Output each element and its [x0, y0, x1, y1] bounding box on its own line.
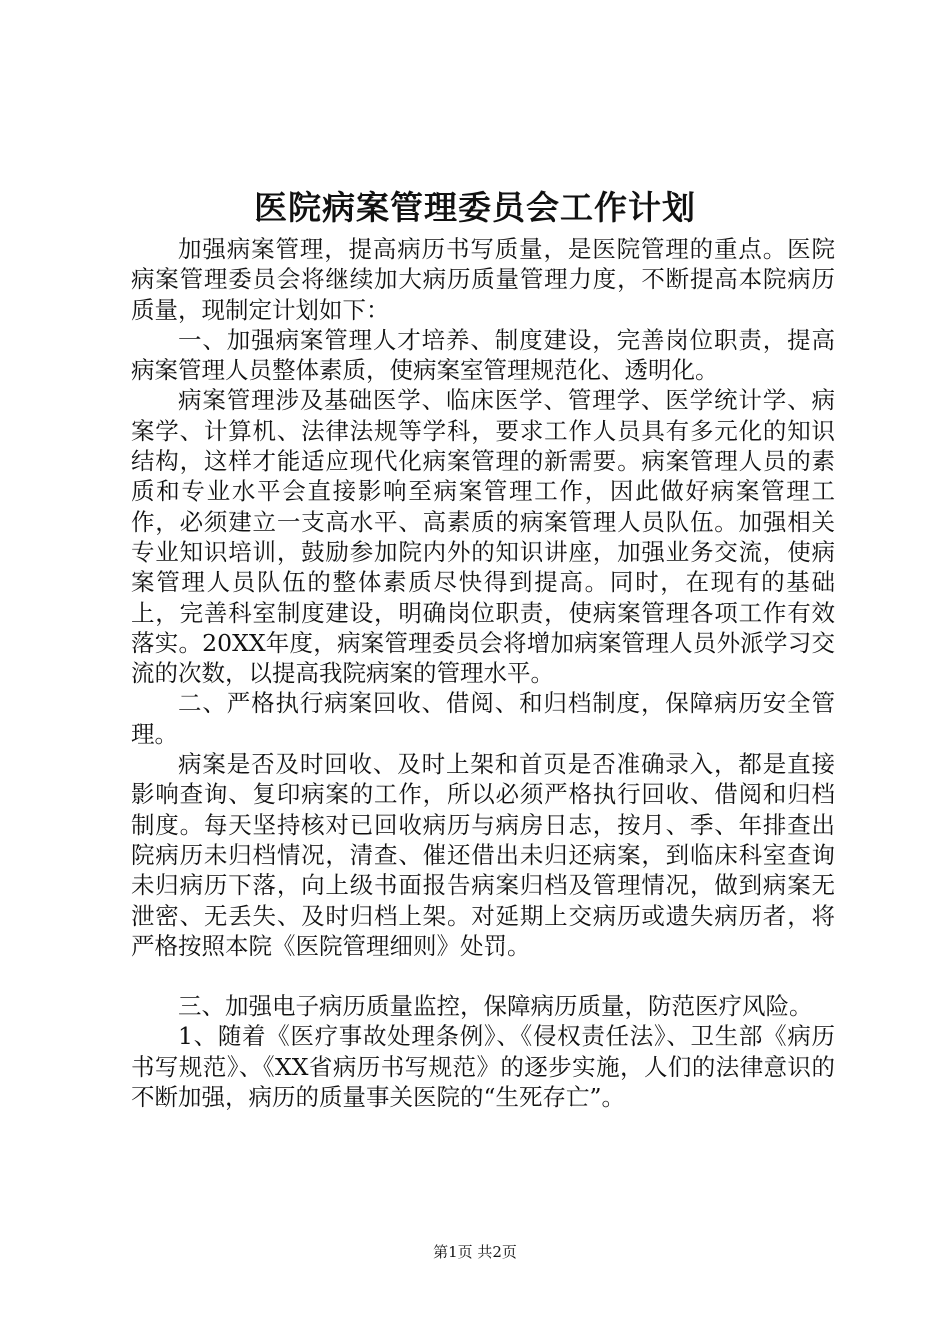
- paragraph-section-1-heading: 一、加强病案管理人才培养、制度建设，完善岗位职责，提高病案管理人员整体素质，使病案室管理规范化、透明化。: [131, 325, 835, 385]
- paragraph-section-1-body: 病案管理涉及基础医学、临床医学、管理学、医学统计学、病案学、计算机、法律法规等学科，要求工作人员具有多元化的知识结构，这样才能适应现代化病案管理的新需要。病案管理人员的素质和专业水平会直接影响至病案管理工作，因此做好病案管理工作，必须建立一支高水平、高素质的病案管理人员队伍。加强相关专业知识培训，鼓励参加院内外的知识讲座，加强业务交流，使病案管理人员队伍的整体素质尽快得到提高。同时，在现有的基础上，完善科室制度建设，明确岗位职责，使病案管理各项工作有效落实。20XX年度，病案管理委员会将增加病案管理人员外派学习交流的次数，以提高我院病案的管理水平。: [131, 386, 835, 688]
- paragraph-intro: 加强病案管理，提高病历书写质量，是医院管理的重点。医院病案管理委员会将继续加大病历质量管理力度，不断提高本院病历质量，现制定计划如下：: [131, 235, 835, 324]
- paragraph-section-3-heading: 三、加强电子病历质量监控，保障病历质量，防范医疗风险。: [178, 992, 813, 1021]
- paragraph-section-3-item-1: 1、随着《医疗事故处理条例》、《侵权责任法》、卫生部《病历书写规范》、《XX省病历书写规范》的逐步实施，人们的法律意识的不断加强，病历的质量事关医院的“生死存亡”。: [131, 1022, 835, 1112]
- page-number-footer: 第1页 共2页: [433, 1243, 517, 1261]
- paragraph-section-2-body: 病案是否及时回收、及时上架和首页是否准确录入，都是直接影响查询、复印病案的工作，所以必须严格执行回收、借阅和归档制度。每天坚持核对已回收病历与病房日志，按月、季、年排查出院病历未归档情况，清查、催还借出未归还病案，到临床科室查询未归病历下落，向上级书面报告病案归档及管理情况，做到病案无泄密、无丢失、及时归档上架。对延期上交病历或遗失病历者，将严格按照本院《医院管理细则》处罚。: [131, 750, 835, 960]
- document-title: 医院病案管理委员会工作计划: [254, 188, 696, 227]
- paragraph-section-2-heading: 二、严格执行病案回收、借阅、和归档制度，保障病历安全管理。: [131, 689, 835, 748]
- document-body: [131, 234, 835, 1112]
